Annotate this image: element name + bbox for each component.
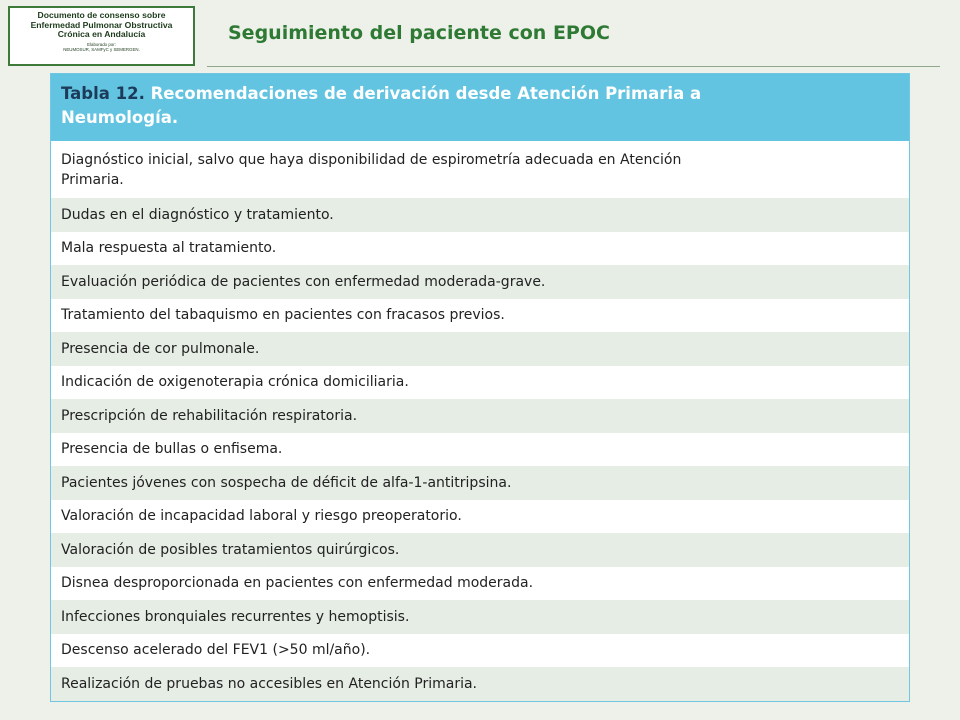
- table-row: [51, 567, 909, 601]
- table-row: [51, 399, 909, 433]
- table-row: [51, 232, 909, 266]
- table-number: Tabla 12.: [61, 84, 145, 103]
- table-row-text: Tratamiento del tabaquismo en pacientes con fracasos previos.: [61, 307, 505, 324]
- logo-line-3: Crónica en Andalucía: [57, 29, 146, 40]
- table-caption: [51, 74, 909, 141]
- table-row: [51, 634, 909, 668]
- page-title: Seguimiento del paciente con EPOC: [228, 22, 610, 44]
- header-divider: [207, 66, 940, 67]
- table-row-text: Infecciones bronquiales recurrentes y hemoptisis.: [61, 608, 410, 625]
- table-row: [51, 332, 909, 366]
- table-row: [51, 366, 909, 400]
- table-caption-text: Recomendaciones de derivación desde Atención Primaria a Neumología.: [61, 84, 702, 127]
- table-row: [51, 265, 909, 299]
- table-row: [51, 141, 909, 198]
- referral-table: [50, 73, 910, 702]
- table-row: [51, 466, 909, 500]
- table-row-text: Valoración de incapacidad laboral y riesgo preoperatorio.: [61, 508, 462, 525]
- table-row-text: Realización de pruebas no accesibles en Atención Primaria.: [61, 675, 478, 692]
- table-row-text: Diagnóstico inicial, salvo que haya disponibilidad de espirometría adecuada en Atención Primaria.: [61, 151, 682, 188]
- table-row: [51, 600, 909, 634]
- table-row-text: Pacientes jóvenes con sospecha de déficit de alfa-1-antitripsina.: [61, 474, 512, 491]
- table-row: [51, 533, 909, 567]
- table-row: [51, 433, 909, 467]
- table-row: [51, 500, 909, 534]
- consensus-logo: [8, 6, 195, 66]
- table-row-text: Prescripción de rehabilitación respiratoria.: [61, 407, 358, 424]
- logo-line-1: Documento de consenso sobre: [37, 10, 166, 20]
- table-row-text: Disnea desproporcionada en pacientes con enfermedad moderada.: [61, 575, 534, 592]
- table-row-text: Presencia de cor pulmonale.: [61, 340, 260, 357]
- table-row: [51, 667, 909, 701]
- table-row-text: Evaluación periódica de pacientes con enfermedad moderada-grave.: [61, 273, 546, 290]
- table-row-text: Dudas en el diagnóstico y tratamiento.: [61, 206, 334, 223]
- table-row: [51, 299, 909, 333]
- table-row-text: Presencia de bullas o enfisema.: [61, 441, 283, 458]
- table-row-text: Valoración de posibles tratamientos quirúrgicos.: [61, 541, 400, 558]
- table-row-text: Descenso acelerado del FEV1 (>50 ml/año).: [61, 642, 371, 659]
- logo-line-2: Enfermedad Pulmonar Obstructiva: [30, 19, 173, 30]
- table-row: [51, 198, 909, 232]
- table-row-text: Indicación de oxigenoterapia crónica domiciliaria.: [61, 374, 409, 391]
- logo-line-4: Elaborado por:: [87, 41, 116, 47]
- logo-line-5: NEUMOSUR, SAMFyC y SEMERGEN.: [63, 46, 140, 52]
- table-row-text: Mala respuesta al tratamiento.: [61, 240, 277, 257]
